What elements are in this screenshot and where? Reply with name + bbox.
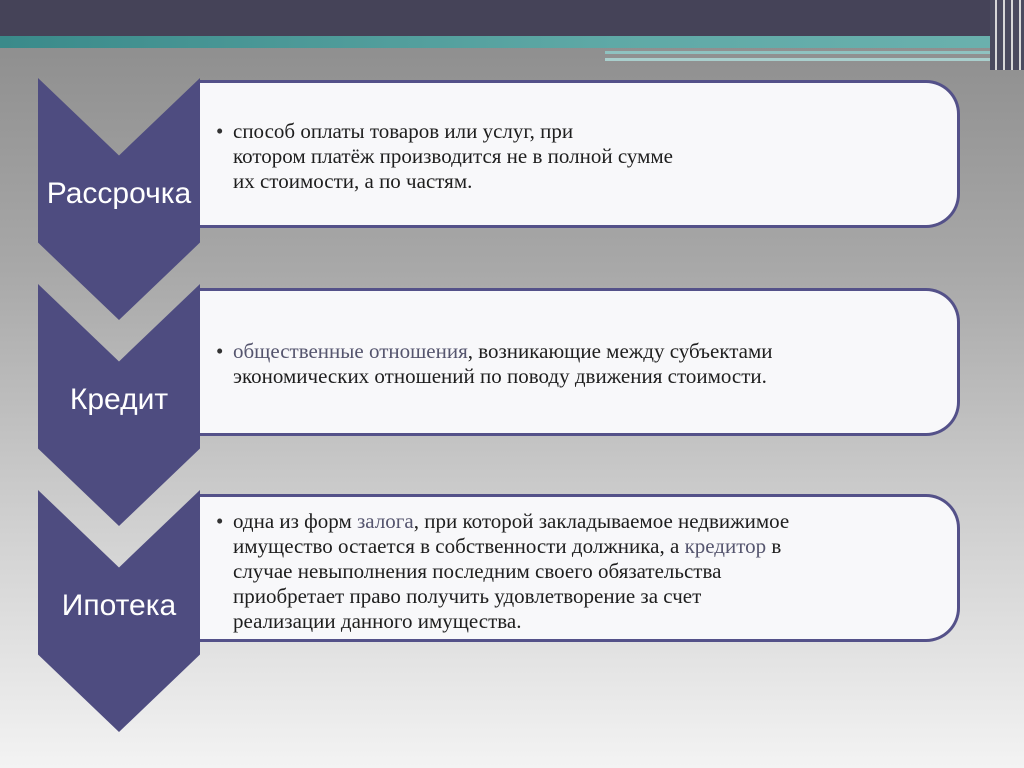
definition-box-rassrochka: [200, 80, 960, 228]
definition-kredit: [216, 339, 937, 389]
definition-ipoteka: [216, 509, 937, 634]
bullet-icon: •: [216, 119, 224, 143]
definition-highlight: общественные отношения: [233, 339, 468, 363]
definition-part1: одна из форм: [233, 509, 358, 533]
definition-highlight-zaloga: залога: [357, 509, 414, 533]
definition-highlight-kreditor: кредитор: [684, 534, 767, 558]
bullet-icon: •: [216, 339, 224, 363]
accent-line-1: [605, 51, 995, 54]
accent-line-2: [605, 58, 995, 61]
bullet-icon: •: [216, 509, 224, 533]
definition-text: [216, 339, 937, 389]
term-rassrochka: Рассрочка: [46, 177, 192, 210]
definition-box-ipoteka: [200, 494, 960, 642]
corner-decoration: [990, 0, 1024, 70]
definition-rassrochka: [216, 119, 937, 194]
definition-part2: , при которой закладываемое недвижимое имущество остается в собственности должника, а: [233, 509, 790, 558]
definition-text: способ оплаты товаров или услуг, при котором платёж производится не в полной сумме их стоимости, а по частям.: [233, 119, 673, 193]
definition-box-kredit: [200, 288, 960, 436]
definition-text: [216, 509, 937, 634]
term-kredit: Кредит: [69, 383, 169, 416]
definition-part3: в случае невыполнения последним своего обязательства приобретает право получить удовлетворение за счет реализации данного имущества.: [233, 534, 782, 633]
definition-rest: , возникающие между субъектами экономических отношений по поводу движения стоимости.: [233, 339, 773, 388]
teal-accent-band: [0, 36, 1024, 48]
term-ipoteka: Ипотека: [61, 589, 177, 622]
top-header-band: [0, 0, 1024, 36]
